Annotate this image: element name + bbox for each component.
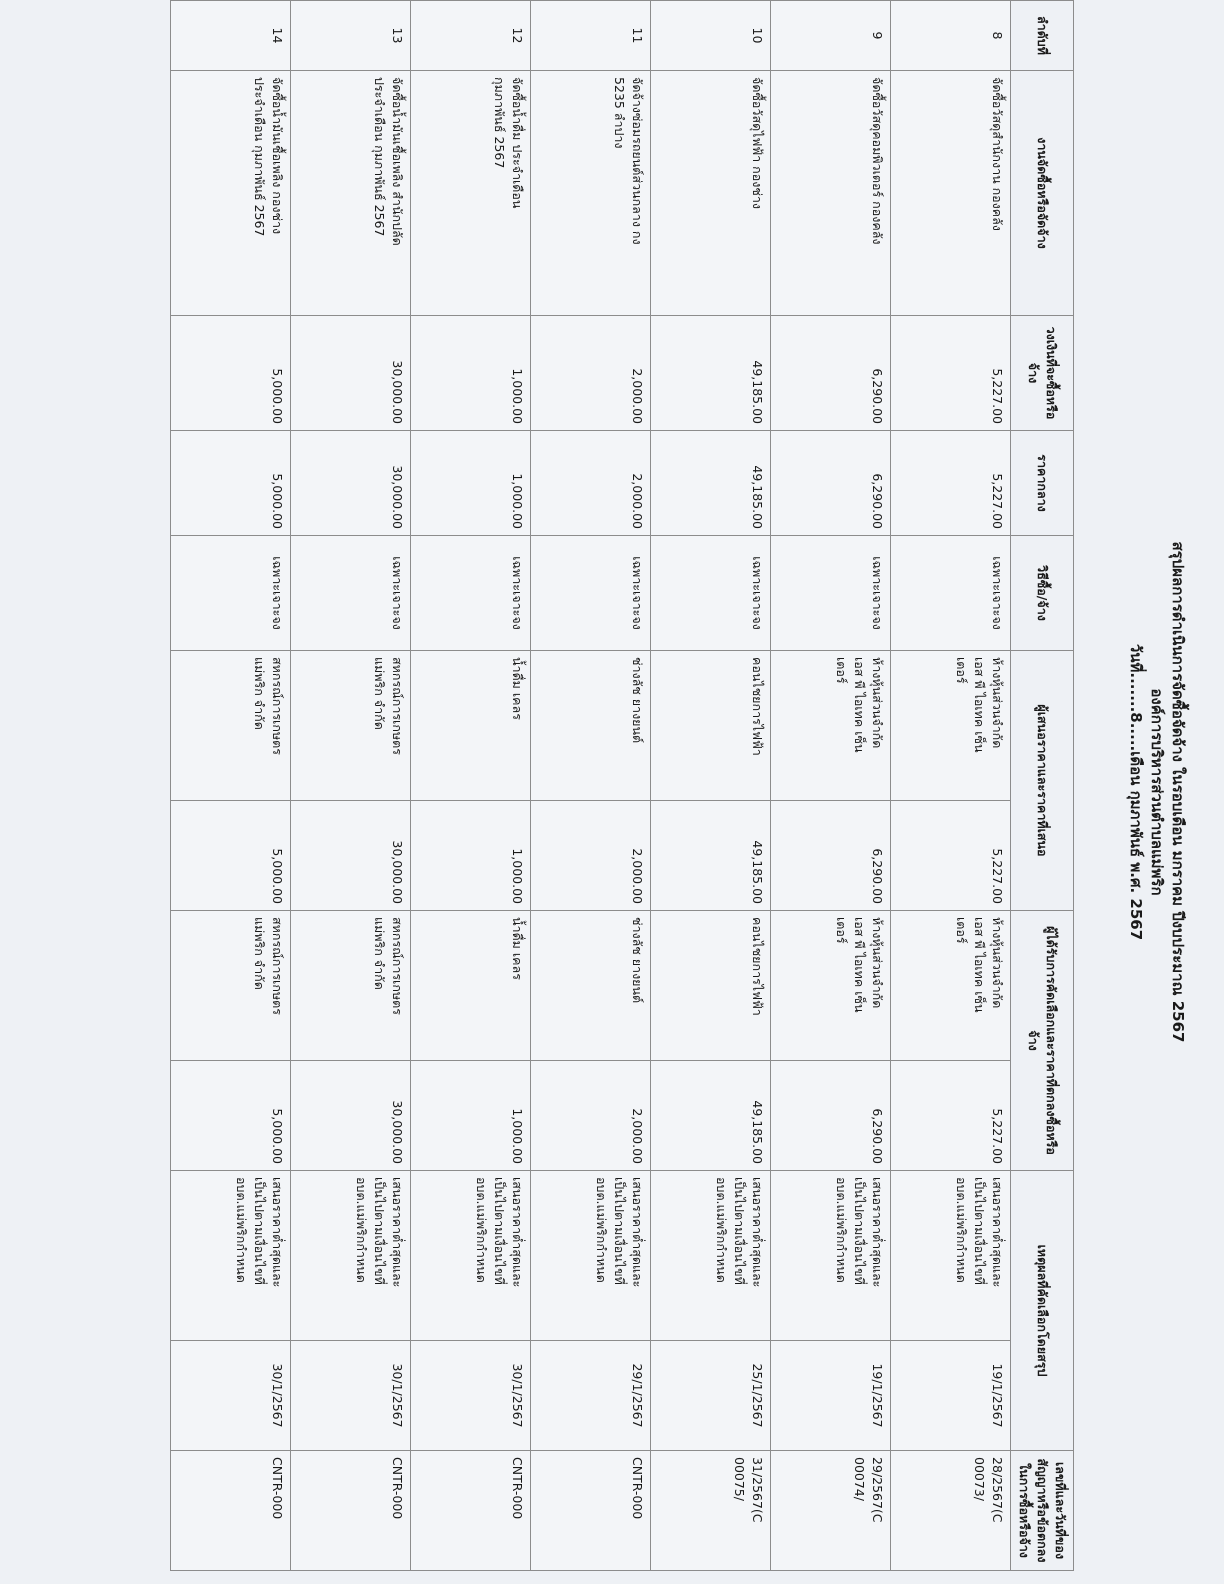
cell-winner: คอนไชยการไฟฟ้า <box>651 911 771 1061</box>
cell-method: เฉพาะเจาะจง <box>771 536 891 651</box>
cell-contract: CNTR-000 <box>531 1451 651 1571</box>
cell-no: 13 <box>291 1 411 71</box>
cell-win-price: 5,000.00 <box>171 1061 291 1171</box>
cell-item: จัดซื้อน้ำมันเชื้อเพลิง กองช่าง ประจำเดือน กุมภาพันธ์ 2567 <box>171 71 291 316</box>
cell-item: จัดซื้อน้ำมันเชื้อเพลิง สำนักปลัด ประจำเดือน กุมภาพันธ์ 2567 <box>291 71 411 316</box>
cell-median: 2,000.00 <box>531 431 651 536</box>
cell-no: 12 <box>411 1 531 71</box>
cell-win-price: 6,290.00 <box>771 1061 891 1171</box>
table-row <box>411 1 531 1571</box>
cell-date: 30/1/2567 <box>411 1341 531 1451</box>
cell-date: 19/1/2567 <box>771 1341 891 1451</box>
cell-no: 10 <box>651 1 771 71</box>
cell-contract: 31/2567(C 00075/ <box>651 1451 771 1571</box>
cell-no: 8 <box>891 1 1011 71</box>
cell-reason: เสนอราคาต่ำสุดและ เป็นไปตามเงื่อนไขที่ อบต.แม่พริกกำหนด <box>651 1171 771 1341</box>
cell-no: 14 <box>171 1 291 71</box>
cell-win-price: 1,000.00 <box>411 1061 531 1171</box>
cell-budget: 49,185.00 <box>651 316 771 431</box>
cell-bidder: น้ำดื่ม เคลร <box>411 651 531 801</box>
table-row <box>891 1 1011 1571</box>
cell-winner: ช่างลัช ยางยนต์ <box>531 911 651 1061</box>
cell-no: 9 <box>771 1 891 71</box>
cell-item: จัดซื้อวัสดุสำนักงาน กองคลัง <box>891 71 1011 316</box>
cell-win-price: 30,000.00 <box>291 1061 411 1171</box>
cell-method: เฉพาะเจาะจง <box>891 536 1011 651</box>
cell-budget: 30,000.00 <box>291 316 411 431</box>
cell-bid-price: 6,290.00 <box>771 801 891 911</box>
cell-budget: 2,000.00 <box>531 316 651 431</box>
cell-method: เฉพาะเจาะจง <box>411 536 531 651</box>
cell-bidder: ห้างหุ้นส่วนจำกัด เอส พี ไอเทค เซ็น เตอร์ <box>891 651 1011 801</box>
cell-item: จัดซื้อวัสดุคอมพิวเตอร์ กองคลัง <box>771 71 891 316</box>
cell-median: 5,227.00 <box>891 431 1011 536</box>
document-header <box>1125 0 1188 1584</box>
cell-bid-price: 49,185.00 <box>651 801 771 911</box>
cell-item: จัดซื้อน้ำดื่ม ประจำเดือน กุมภาพันธ์ 2567 <box>411 71 531 316</box>
cell-method: เฉพาะเจาะจง <box>651 536 771 651</box>
cell-reason: เสนอราคาต่ำสุดและ เป็นไปตามเงื่อนไขที่ อบต.แม่พริกกำหนด <box>531 1171 651 1341</box>
cell-date: 30/1/2567 <box>291 1341 411 1451</box>
cell-bid-price: 5,227.00 <box>891 801 1011 911</box>
cell-method: เฉพาะเจาะจง <box>291 536 411 651</box>
table-row <box>771 1 891 1571</box>
cell-contract: 28/2567(C 00073/ <box>891 1451 1011 1571</box>
cell-contract: CNTR-000 <box>171 1451 291 1571</box>
table-row <box>171 1 291 1571</box>
table-row <box>651 1 771 1571</box>
cell-reason: เสนอราคาต่ำสุดและ เป็นไปตามเงื่อนไขที่ อบต.แม่พริกกำหนด <box>891 1171 1011 1341</box>
report-date: วันที่.......8.....เดือน กุมภาพันธ์ พ.ศ. 2567 <box>1127 643 1145 941</box>
col-header-bidder: ผู้เสนอราคาและราคาที่เสนอ <box>1011 651 1074 911</box>
procurement-table <box>170 0 1074 1571</box>
table-header-row <box>1011 1 1074 1571</box>
cell-win-price: 2,000.00 <box>531 1061 651 1171</box>
report-title: สรุปผลการดำเนินการจัดซื้อจัดจ้าง ในรอบเดือน มกราคม ปีงบประมาณ 2567 <box>1169 541 1187 1043</box>
cell-contract: CNTR-000 <box>291 1451 411 1571</box>
cell-bidder: สหกรณ์การเกษตร แม่พริก จำกัด <box>291 651 411 801</box>
cell-reason: เสนอราคาต่ำสุดและ เป็นไปตามเงื่อนไขที่ อบต.แม่พริกกำหนด <box>771 1171 891 1341</box>
table-row <box>291 1 411 1571</box>
cell-winner: สหกรณ์การเกษตร แม่พริก จำกัด <box>291 911 411 1061</box>
cell-median: 5,000.00 <box>171 431 291 536</box>
cell-method: เฉพาะเจาะจง <box>531 536 651 651</box>
cell-winner: สหกรณ์การเกษตร แม่พริก จำกัด <box>171 911 291 1061</box>
cell-bid-price: 5,000.00 <box>171 801 291 911</box>
cell-bidder: ห้างหุ้นส่วนจำกัด เอส พี ไอเทค เซ็น เตอร์ <box>771 651 891 801</box>
cell-method: เฉพาะเจาะจง <box>171 536 291 651</box>
cell-bidder: ช่างลัช ยางยนต์ <box>531 651 651 801</box>
col-header-contract: เลขที่และวันที่ของสัญญาหรือข้อตกลงในการซื้อหรือจ้าง <box>1011 1451 1074 1571</box>
cell-budget: 6,290.00 <box>771 316 891 431</box>
col-header-method: วิธีซื้อ/จ้าง <box>1011 536 1074 651</box>
cell-date: 25/1/2567 <box>651 1341 771 1451</box>
cell-budget: 5,000.00 <box>171 316 291 431</box>
cell-median: 1,000.00 <box>411 431 531 536</box>
cell-bid-price: 2,000.00 <box>531 801 651 911</box>
col-header-budget: วงเงินที่จะซื้อหรือจ้าง <box>1011 316 1074 431</box>
cell-reason: เสนอราคาต่ำสุดและ เป็นไปตามเงื่อนไขที่ อบต.แม่พริกกำหนด <box>291 1171 411 1341</box>
cell-median: 30,000.00 <box>291 431 411 536</box>
cell-bidder: สหกรณ์การเกษตร แม่พริก จำกัด <box>171 651 291 801</box>
cell-date: 29/1/2567 <box>531 1341 651 1451</box>
col-header-no: ลำดับที่ <box>1011 1 1074 71</box>
cell-winner: น้ำดื่ม เคลร <box>411 911 531 1061</box>
cell-bidder: คอนไชยการไฟฟ้า <box>651 651 771 801</box>
cell-winner: ห้างหุ้นส่วนจำกัด เอส พี ไอเทค เซ็น เตอร์ <box>891 911 1011 1061</box>
table-body <box>171 1 1011 1571</box>
col-header-median: ราคากลาง <box>1011 431 1074 536</box>
cell-reason: เสนอราคาต่ำสุดและ เป็นไปตามเงื่อนไขที่ อบต.แม่พริกกำหนด <box>411 1171 531 1341</box>
cell-winner: ห้างหุ้นส่วนจำกัด เอส พี ไอเทค เซ็น เตอร์ <box>771 911 891 1061</box>
cell-date: 19/1/2567 <box>891 1341 1011 1451</box>
cell-median: 49,185.00 <box>651 431 771 536</box>
organization-name: องค์การบริหารส่วนตำบลแม่พริก <box>1148 688 1166 896</box>
cell-date: 30/1/2567 <box>171 1341 291 1451</box>
table-row <box>531 1 651 1571</box>
cell-budget: 5,227.00 <box>891 316 1011 431</box>
col-header-winner: ผู้ได้รับการคัดเลือกและราคาที่ตกลงซื้อหรือจ้าง <box>1011 911 1074 1171</box>
cell-median: 6,290.00 <box>771 431 891 536</box>
cell-item: จัดซื้อวัสดุไฟฟ้า กองช่าง <box>651 71 771 316</box>
cell-bid-price: 1,000.00 <box>411 801 531 911</box>
cell-bid-price: 30,000.00 <box>291 801 411 911</box>
cell-contract: 29/2567(C 00074/ <box>771 1451 891 1571</box>
cell-item: จัดจ้างซ่อมรถยนต์ส่วนกลาง กง 5235 ลำปาง <box>531 71 651 316</box>
col-header-reason: เหตุผลที่คัดเลือกโดยสรุป <box>1011 1171 1074 1451</box>
col-header-item: งานจัดซื้อหรือจัดจ้าง <box>1011 71 1074 316</box>
cell-win-price: 49,185.00 <box>651 1061 771 1171</box>
cell-reason: เสนอราคาต่ำสุดและ เป็นไปตามเงื่อนไขที่ อบต.แม่พริกกำหนด <box>171 1171 291 1341</box>
cell-no: 11 <box>531 1 651 71</box>
cell-budget: 1,000.00 <box>411 316 531 431</box>
cell-contract: CNTR-000 <box>411 1451 531 1571</box>
cell-win-price: 5,227.00 <box>891 1061 1011 1171</box>
